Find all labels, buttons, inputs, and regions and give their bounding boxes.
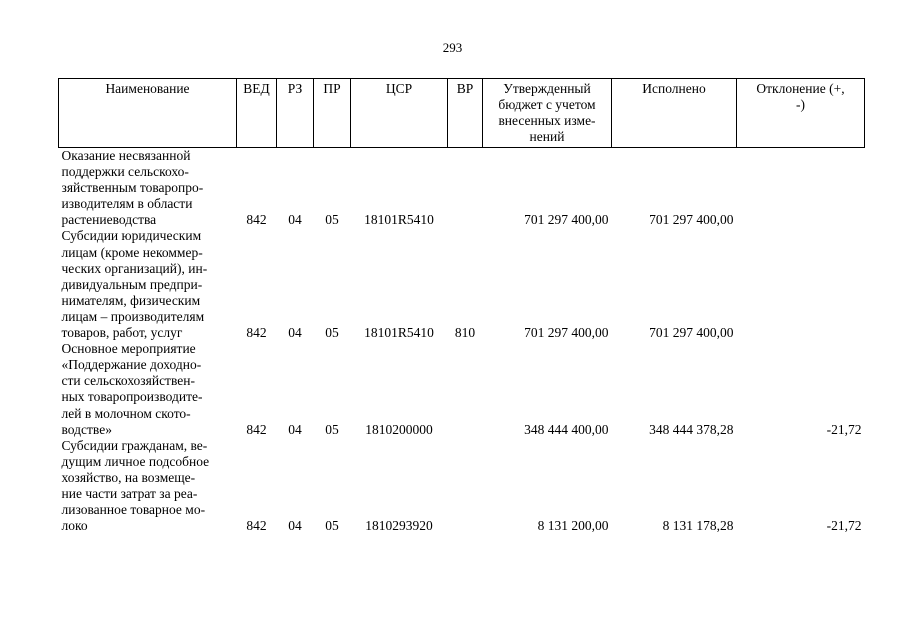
row-ved: 842 (246, 421, 267, 437)
row-ved: 842 (246, 518, 267, 534)
header-ved: ВЕД (237, 79, 277, 148)
page-number: 293 (442, 40, 463, 55)
row-name-line: Субсидии гражданам, ве- (61, 437, 208, 453)
row-name-line: локо (61, 518, 88, 534)
row-name-line: «Поддержание доходно- (61, 357, 202, 373)
table-header-row (59, 79, 865, 148)
row-vr (448, 341, 483, 438)
row-name-line: сти сельскохозяйствен- (61, 373, 195, 389)
row-name-line: ных товаропроизводите- (61, 389, 203, 405)
row-name (59, 148, 237, 229)
row-ved: 842 (246, 325, 267, 341)
row-executed: 701 297 400,00 (649, 212, 734, 228)
row-name-line: дивидуальным предпри- (61, 276, 203, 292)
row-csr: 18101R5410 (364, 325, 434, 341)
row-approved: 701 297 400,00 (524, 212, 609, 228)
table-body (59, 148, 865, 535)
row-deviation (737, 148, 865, 229)
row-name-line: ние части затрат за реа- (61, 485, 198, 501)
header-vr: ВР (448, 79, 483, 148)
row-approved: 8 131 200,00 (537, 518, 609, 534)
row-name-line: Оказание несвязанной (61, 148, 191, 163)
row-csr: 18101R5410 (364, 212, 434, 228)
row-pr: 05 (325, 421, 339, 437)
header-pr: ПР (314, 79, 351, 148)
row-deviation (737, 228, 865, 341)
row-deviation: -21,72 (826, 421, 862, 437)
row-name (59, 228, 237, 341)
row-executed: 348 444 378,28 (649, 421, 734, 437)
row-vr (448, 438, 483, 535)
table-row (59, 341, 865, 438)
row-approved: 348 444 400,00 (524, 421, 609, 437)
header-executed: Исполнено (612, 79, 737, 148)
budget-execution-table (58, 78, 865, 534)
table-row (59, 228, 865, 341)
header-name: Наименование (59, 79, 237, 148)
row-name-line: нимателям, физическим (61, 292, 201, 308)
header-approved: Утвержденный бюджет с учетом внесенных изме-нений (483, 79, 612, 148)
header-rz: РЗ (277, 79, 314, 148)
row-csr: 1810200000 (365, 421, 433, 437)
row-name-line: водстве» (61, 421, 112, 437)
row-pr: 05 (325, 212, 339, 228)
row-approved: 701 297 400,00 (524, 325, 609, 341)
row-name-line: хозяйство, на возмеще- (61, 469, 196, 485)
row-rz: 04 (288, 212, 302, 228)
row-name-line: лицам (кроме некоммер- (61, 244, 203, 260)
row-name-line: товаров, работ, услуг (61, 325, 183, 341)
row-rz: 04 (288, 421, 302, 437)
row-name-line: растениеводства (61, 212, 157, 228)
row-name-line: поддержки сельскохо- (61, 164, 189, 180)
row-name-line: ческих организаций), ин- (61, 260, 208, 276)
row-ved: 842 (246, 212, 267, 228)
row-name (59, 438, 237, 535)
row-vr: 810 (454, 325, 476, 341)
row-name (59, 341, 237, 438)
row-name-line: зяйственным товаропро- (61, 180, 204, 196)
row-name-line: лизованное товарное мо- (61, 502, 206, 518)
row-name-line: Субсидии юридическим (61, 228, 202, 244)
row-rz: 04 (288, 325, 302, 341)
row-deviation: -21,72 (826, 518, 862, 534)
row-name-line: лей в молочном ското- (61, 405, 191, 421)
table-row (59, 438, 865, 535)
row-vr (448, 148, 483, 229)
row-name-line: изводителям в области (61, 196, 193, 212)
row-pr: 05 (325, 325, 339, 341)
row-name-line: Основное мероприятие (61, 341, 196, 357)
header-csr: ЦСР (351, 79, 448, 148)
header-deviation: Отклонение (+, -) (737, 79, 865, 148)
row-name-line: лицам – производителям (61, 308, 205, 324)
table-row (59, 148, 865, 229)
row-rz: 04 (288, 518, 302, 534)
row-pr: 05 (325, 518, 339, 534)
row-executed: 701 297 400,00 (649, 325, 734, 341)
row-name-line: дущим личное подсобное (61, 453, 210, 469)
row-executed: 8 131 178,28 (662, 518, 734, 534)
row-csr: 1810293920 (365, 518, 433, 534)
